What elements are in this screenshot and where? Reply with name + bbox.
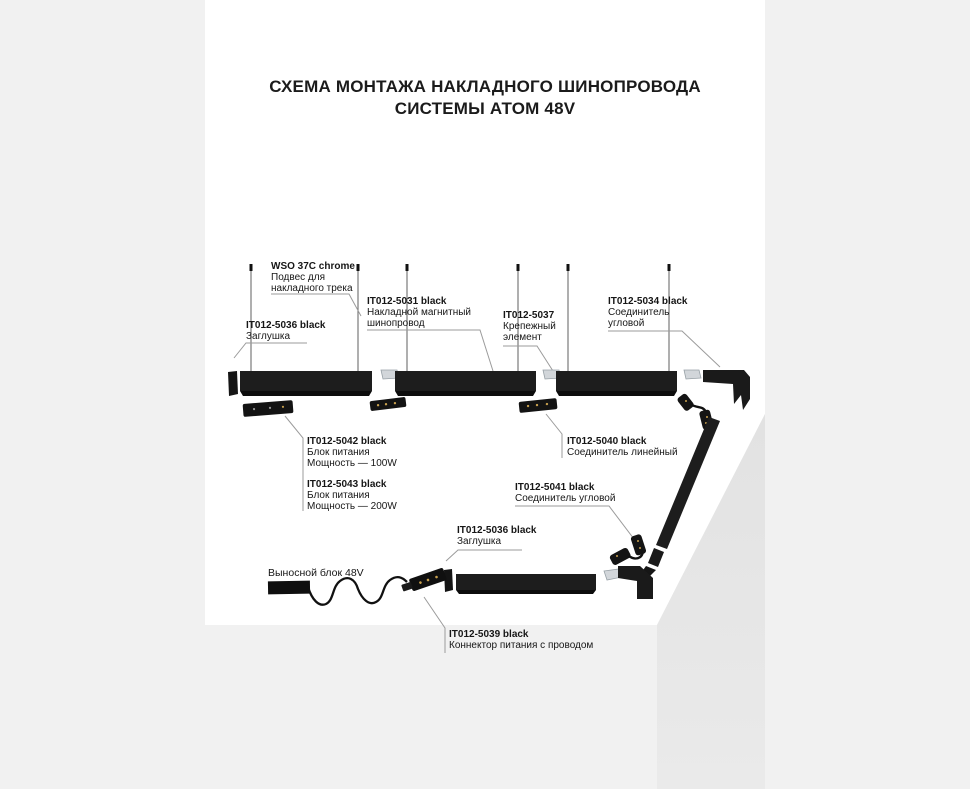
- label-corner-bottom: [515, 482, 615, 504]
- product-desc: Заглушка: [246, 331, 291, 342]
- product-code: IT012-5036 black: [457, 525, 537, 536]
- label-endcap-top: [246, 320, 326, 342]
- product-code: IT012-5039 black: [449, 629, 529, 640]
- product-code: IT012-5043 black: [307, 479, 387, 490]
- label-corner-top: [608, 296, 688, 329]
- product-desc: шинопровод: [367, 318, 425, 329]
- title-line-1: СХЕМА МОНТАЖА НАКЛАДНОГО ШИНОПРОВОДА: [269, 77, 701, 96]
- product-code: IT012-5036 black: [246, 320, 326, 331]
- product-desc: Соединитель: [608, 307, 670, 318]
- mount-clip-icon: [684, 370, 701, 379]
- product-code: IT012-5041 black: [515, 482, 595, 493]
- product-code: IT012-5040 black: [567, 436, 647, 447]
- track-segment: [240, 371, 372, 396]
- product-code: IT012-5034 black: [608, 296, 688, 307]
- product-desc: элемент: [503, 332, 542, 343]
- end-cap-icon: [228, 371, 238, 396]
- product-desc: Мощность — 100W: [307, 458, 397, 469]
- product-desc: Накладной магнитный: [367, 307, 472, 318]
- product-code: IT012-5042 black: [307, 436, 387, 447]
- product-desc: Мощность — 200W: [307, 501, 397, 512]
- label-suspension: [271, 261, 355, 294]
- label-psu-200: [307, 479, 397, 512]
- product-code: IT012-5037: [503, 310, 555, 321]
- product-desc: Соединитель линейный: [567, 447, 678, 458]
- product-desc: Подвес для: [271, 272, 325, 283]
- product-desc: угловой: [608, 318, 645, 329]
- product-desc: Выносной блок 48V: [268, 567, 364, 579]
- product-desc: Крепежный: [503, 321, 556, 332]
- track-segment: [556, 371, 677, 396]
- track-segment: [395, 371, 536, 396]
- remote-driver-box: [268, 581, 310, 595]
- product-desc: Коннектор питания с проводом: [449, 640, 594, 651]
- label-endcap-bottom: [457, 525, 537, 547]
- label-power-connector: [449, 629, 593, 651]
- page-title: [205, 76, 765, 120]
- track-segment: [456, 574, 596, 594]
- label-linear-connector: [567, 436, 678, 458]
- product-desc: Заглушка: [457, 536, 502, 547]
- product-code: IT012-5031 black: [367, 296, 447, 307]
- product-code: WSO 37C chrome: [271, 261, 355, 272]
- label-mount: [503, 310, 556, 343]
- product-desc: Блок питания: [307, 490, 370, 501]
- label-track: [367, 296, 471, 329]
- product-desc: накладного трека: [271, 283, 353, 294]
- product-desc: Соединитель угловой: [515, 493, 616, 504]
- label-psu-100: [307, 436, 397, 469]
- end-cap-icon: [444, 569, 453, 592]
- product-desc: Блок питания: [307, 447, 370, 458]
- title-line-2: СИСТЕМЫ АТОМ 48V: [394, 99, 576, 118]
- label-remote-psu: [268, 568, 364, 579]
